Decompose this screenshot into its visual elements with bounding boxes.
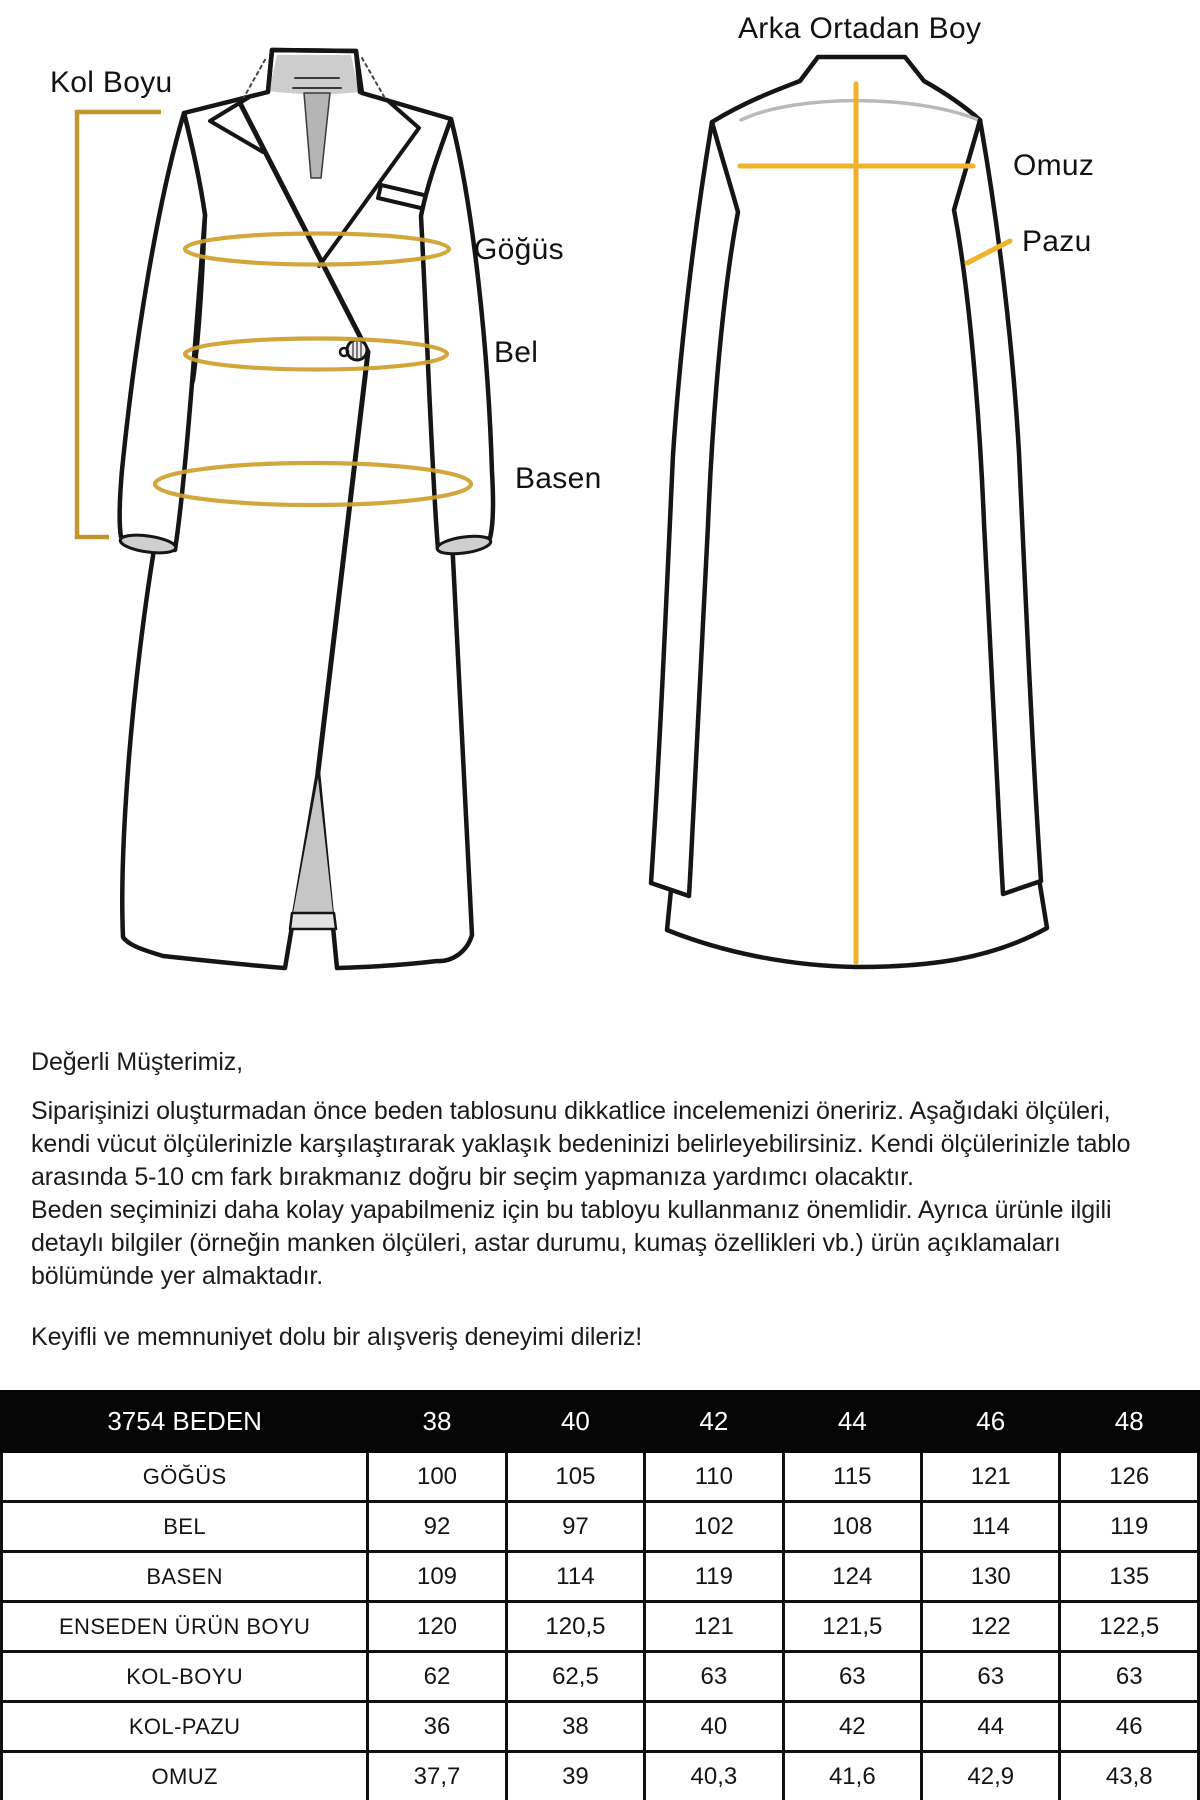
measurement-value-cell: 109 bbox=[368, 1552, 506, 1602]
measurement-value-cell: 119 bbox=[645, 1552, 783, 1602]
label-hip: Basen bbox=[515, 462, 602, 495]
measurement-value-cell: 41,6 bbox=[783, 1752, 921, 1800]
size-table-row bbox=[2, 1502, 1199, 1552]
measurement-value-cell: 126 bbox=[1060, 1452, 1199, 1502]
measurement-value-cell: 62,5 bbox=[506, 1652, 644, 1702]
size-table-body bbox=[2, 1452, 1199, 1800]
customer-note bbox=[31, 1046, 1173, 1354]
label-bicep: Pazu bbox=[1022, 225, 1092, 258]
size-table-row bbox=[2, 1452, 1199, 1502]
measurement-value-cell: 62 bbox=[368, 1652, 506, 1702]
measurement-value-cell: 63 bbox=[645, 1652, 783, 1702]
note-paragraph-1: Siparişinizi oluşturmadan önce beden tablosunu dikkatlice incelemenizi öneririz. Aşağıdaki ölçüleri, kendi vücut ölçülerinizle karşılaştırarak yaklaşık bedeninizi belirleyebilirsiniz. Kendi ölçülerinizle tablo arasında 5-10 cm fark bırakmanız doğru bir seçim yapmanıza yardımcı olacaktır. bbox=[31, 1097, 1131, 1191]
measurement-value-cell: 121 bbox=[645, 1602, 783, 1652]
size-table-title-cell: 3754 BEDEN bbox=[2, 1392, 368, 1452]
measurement-value-cell: 122,5 bbox=[1060, 1602, 1199, 1652]
size-column-header: 46 bbox=[922, 1392, 1060, 1452]
measurement-value-cell: 108 bbox=[783, 1502, 921, 1552]
measurement-value-cell: 40 bbox=[645, 1702, 783, 1752]
measurement-row-label: KOL-PAZU bbox=[2, 1702, 368, 1752]
note-paragraph-2: Beden seçiminizi daha kolay yapabilmeniz için bu tabloyu kullanmanız önemlidir. Ayrıca ürünle ilgili detaylı bilgiler (örneğin manken ölçüleri, astar durumu, kumaş özellikleri vb.) ürün açıklamaları bölümünde yer almaktadır. bbox=[31, 1196, 1112, 1290]
back-coat-drawing bbox=[651, 57, 1047, 967]
size-table-row bbox=[2, 1552, 1199, 1602]
size-column-header: 44 bbox=[783, 1392, 921, 1452]
measurement-value-cell: 44 bbox=[922, 1702, 1060, 1752]
measurement-value-cell: 110 bbox=[645, 1452, 783, 1502]
measurement-value-cell: 63 bbox=[783, 1652, 921, 1702]
measurement-row-label: OMUZ bbox=[2, 1752, 368, 1800]
measurement-value-cell: 36 bbox=[368, 1702, 506, 1752]
measurement-value-cell: 38 bbox=[506, 1702, 644, 1752]
size-column-header: 48 bbox=[1060, 1392, 1199, 1452]
size-table bbox=[0, 1390, 1200, 1800]
measurement-value-cell: 115 bbox=[783, 1452, 921, 1502]
measurement-value-cell: 63 bbox=[1060, 1652, 1199, 1702]
measurement-row-label: ENSEDEN ÜRÜN BOYU bbox=[2, 1602, 368, 1652]
measurement-value-cell: 120 bbox=[368, 1602, 506, 1652]
size-table-header-row bbox=[2, 1392, 1199, 1452]
measurement-value-cell: 39 bbox=[506, 1752, 644, 1800]
measurement-value-cell: 42 bbox=[783, 1702, 921, 1752]
measurement-row-label: KOL-BOYU bbox=[2, 1652, 368, 1702]
measurement-value-cell: 37,7 bbox=[368, 1752, 506, 1800]
note-closing: Keyifli ve memnuniyet dolu bir alışveriş deneyimi dileriz! bbox=[31, 1323, 643, 1351]
size-table-section bbox=[0, 1390, 1200, 1800]
size-column-header: 40 bbox=[506, 1392, 644, 1452]
label-sleeve-length: Kol Boyu bbox=[50, 66, 173, 99]
measurement-value-cell: 120,5 bbox=[506, 1602, 644, 1652]
label-chest: Göğüs bbox=[474, 233, 564, 266]
measurement-value-cell: 114 bbox=[922, 1502, 1060, 1552]
measurement-value-cell: 46 bbox=[1060, 1702, 1199, 1752]
measurement-value-cell: 63 bbox=[922, 1652, 1060, 1702]
measurement-value-cell: 100 bbox=[368, 1452, 506, 1502]
measurement-value-cell: 43,8 bbox=[1060, 1752, 1199, 1800]
measurement-value-cell: 102 bbox=[645, 1502, 783, 1552]
measurement-value-cell: 97 bbox=[506, 1502, 644, 1552]
measurement-value-cell: 124 bbox=[783, 1552, 921, 1602]
measurement-value-cell: 40,3 bbox=[645, 1752, 783, 1800]
measurement-value-cell: 135 bbox=[1060, 1552, 1199, 1602]
measurement-value-cell: 130 bbox=[922, 1552, 1060, 1602]
measurement-value-cell: 121 bbox=[922, 1452, 1060, 1502]
measurement-value-cell: 119 bbox=[1060, 1502, 1199, 1552]
size-table-row bbox=[2, 1752, 1199, 1800]
measurement-value-cell: 42,9 bbox=[922, 1752, 1060, 1800]
measurement-value-cell: 122 bbox=[922, 1602, 1060, 1652]
size-table-row bbox=[2, 1602, 1199, 1652]
label-shoulder: Omuz bbox=[1013, 149, 1095, 182]
size-column-header: 42 bbox=[645, 1392, 783, 1452]
size-table-row bbox=[2, 1652, 1199, 1702]
measurement-value-cell: 92 bbox=[368, 1502, 506, 1552]
front-right-sleeve bbox=[421, 119, 493, 549]
label-back-center-length: Arka Ortadan Boy bbox=[738, 12, 982, 45]
front-coat-drawing bbox=[119, 50, 493, 968]
size-table-row bbox=[2, 1702, 1199, 1752]
label-waist: Bel bbox=[494, 336, 539, 369]
size-table-header bbox=[2, 1392, 1199, 1452]
size-column-header: 38 bbox=[368, 1392, 506, 1452]
note-greeting: Değerli Müşterimiz, bbox=[31, 1048, 244, 1076]
measurement-value-cell: 105 bbox=[506, 1452, 644, 1502]
measurement-value-cell: 121,5 bbox=[783, 1602, 921, 1652]
measurement-value-cell: 114 bbox=[506, 1552, 644, 1602]
measurement-row-label: BASEN bbox=[2, 1552, 368, 1602]
measurement-row-label: BEL bbox=[2, 1502, 368, 1552]
measurement-row-label: GÖĞÜS bbox=[2, 1452, 368, 1502]
